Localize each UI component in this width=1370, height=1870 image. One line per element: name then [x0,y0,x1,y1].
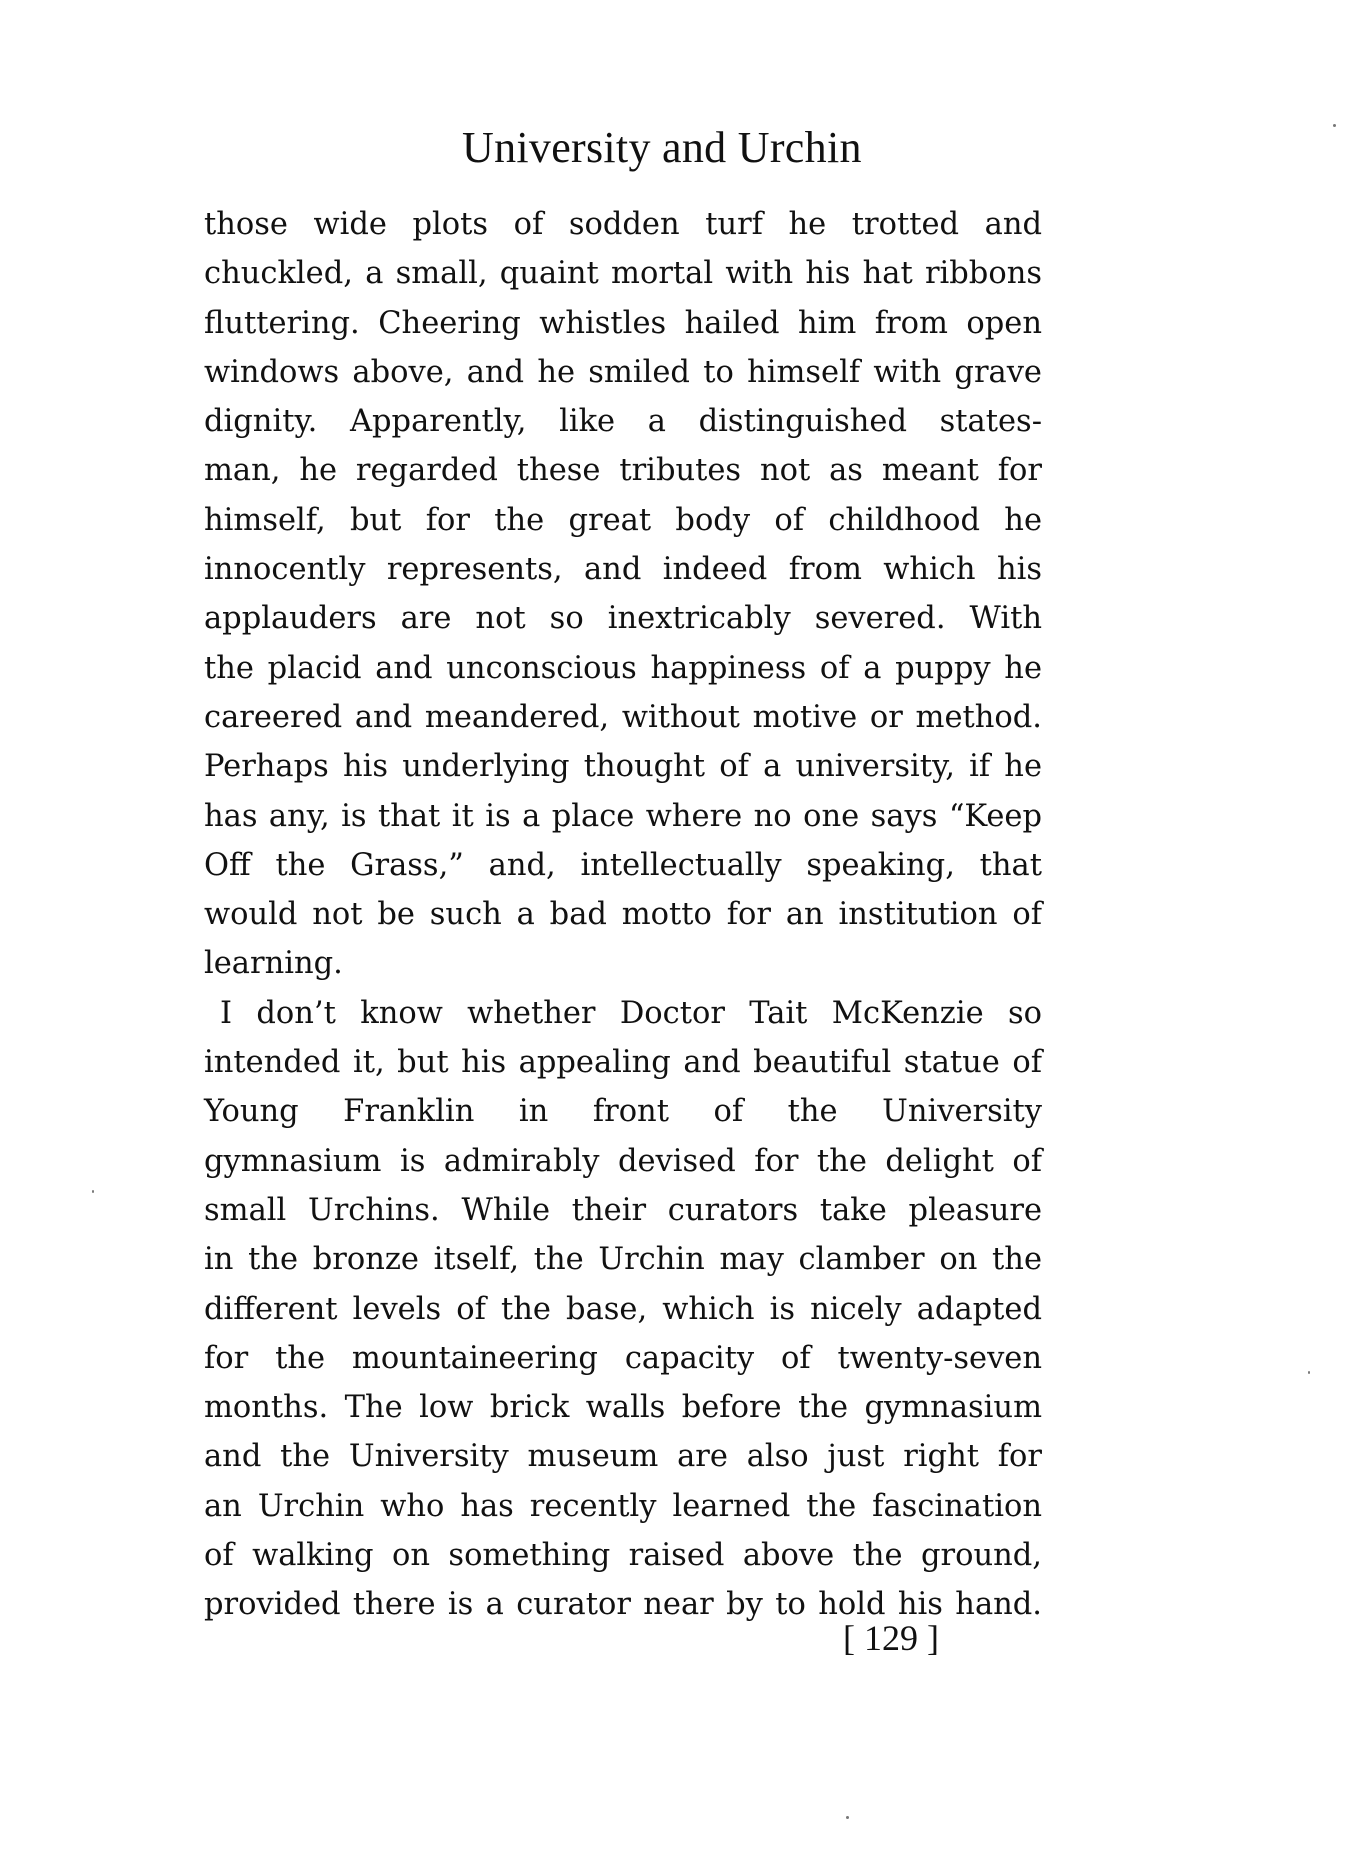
running-head: University and Urchin [462,123,862,172]
text-line: has any, is that it is a place where no one says “Keep [204,798,1042,834]
body-text [204,200,1042,1630]
text-line: would not be such a bad motto for an institution of [204,897,1042,933]
text-line: for the mountaineering capacity of twenty-seven [204,1340,1042,1376]
text-line: Young Franklin in front of the University [204,1094,1042,1130]
text-line: small Urchins. While their curators take pleasure [204,1192,1042,1228]
text-line: dignity. Apparently, like a distinguished states- [204,404,1042,440]
text-line: Off the Grass,” and, intellectually speaking, that [204,847,1042,883]
text-line: months. The low brick walls before the gymnasium [204,1390,1042,1426]
text-line: himself, but for the great body of childhood he [204,502,1042,538]
text-line: man, he regarded these tributes not as meant for [204,453,1042,489]
page-number: [ 129 ] [843,1618,939,1658]
text-line: chuckled, a small, quaint mortal with his hat ribbons [204,256,1042,292]
text-line: intended it, but his appealing and beautiful statue of [204,1045,1042,1081]
text-line: learning. [204,946,343,982]
text-line: Perhaps his underlying thought of a university, if he [204,749,1042,785]
text-line: careered and meandered, without motive or method. [204,699,1042,735]
text-line: the placid and unconscious happiness of a puppy he [204,650,1042,686]
text-line: provided there is a curator near by to hold his hand. [204,1587,1042,1623]
text-line: and the University museum are also just right for [204,1439,1042,1475]
text-line: those wide plots of sodden turf he trotted and [204,207,1042,242]
text-line: in the bronze itself, the Urchin may clamber on the [204,1242,1042,1278]
scan-speck [846,1816,849,1819]
text-line: different levels of the base, which is nicely adapted [204,1291,1042,1327]
scan-speck [92,1190,94,1193]
text-line: fluttering. Cheering whistles hailed him from open [204,305,1042,341]
text-line: windows above, and he smiled to himself with grave [204,354,1042,390]
paragraph-1 [204,200,1042,989]
paragraph-2 [204,989,1042,1630]
scan-speck [1308,1371,1310,1374]
scan-speck [1333,124,1336,127]
text-line: I don’t know whether Doctor Tait McKenzie so [220,995,1042,1031]
text-line: innocently represents, and indeed from which his [204,552,1042,588]
text-line: of walking on something raised above the ground, [204,1538,1042,1574]
text-line: applauders are not so inextricably severed. With [204,601,1042,637]
text-line: gymnasium is admirably devised for the delight of [204,1143,1042,1179]
text-line: an Urchin who has recently learned the fascination [204,1488,1042,1524]
